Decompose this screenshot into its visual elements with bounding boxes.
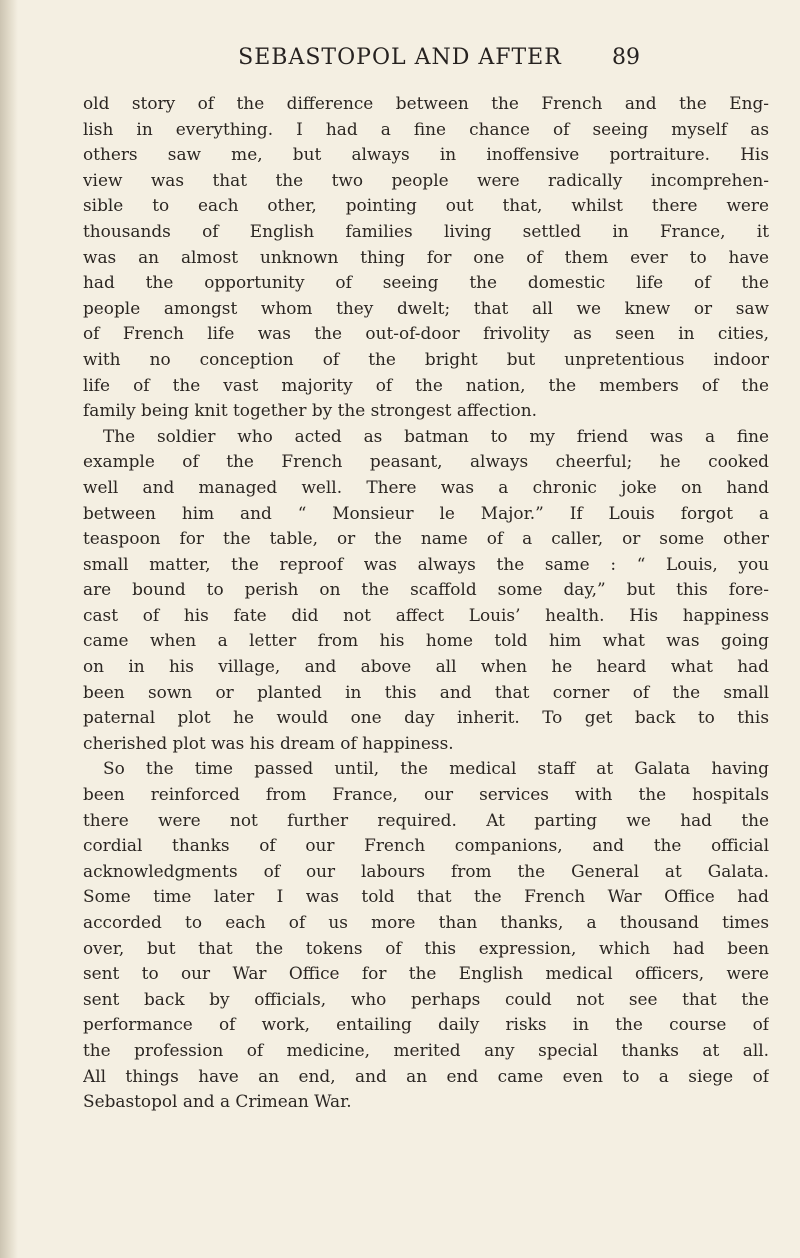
text-line: people amongst whom they dwelt; that all we knew or saw (83, 297, 769, 318)
text-line: small matter, the reproof was always the same : “ Louis, you (83, 553, 769, 574)
text-line: came when a letter from his home told him what was going (83, 630, 769, 651)
text-line: family being knit together by the strongest affection. (83, 400, 537, 421)
text-line: sent to our War Office for the English medical officers, were (83, 963, 769, 984)
text-line: Sebastopol and a Crimean War. (83, 1091, 352, 1112)
text-line: thousands of English families living settled in France, it (83, 220, 769, 241)
text-line: accorded to each of us more than thanks, a thousand times (83, 912, 769, 932)
text-line: had the opportunity of seeing the domestic life of the (83, 272, 769, 293)
text-line: So the time passed until, the medical staff at Galata having (103, 758, 769, 779)
text-line: of French life was the out-of-door frivolity as seen in cities, (83, 323, 769, 344)
running-head: SEBASTOPOL AND AFTER (238, 45, 562, 70)
text-line: been sown or planted in this and that corner of the small (83, 681, 769, 702)
body-text (83, 91, 769, 1115)
text-line: well and managed well. There was a chronic joke on hand (83, 476, 769, 497)
text-line: life of the vast majority of the nation, the members of the (83, 374, 769, 395)
text-line: cordial thanks of our French companions, and the official (83, 835, 769, 856)
text-line: sent back by officials, who perhaps could not see that the (83, 988, 769, 1009)
text-line: between him and “ Monsieur le Major.” If Louis forgot a (83, 502, 769, 523)
text-line: there were not further required. At parting we had the (83, 809, 769, 830)
text-line: with no conception of the bright but unpretentious indoor (83, 348, 769, 369)
text-line: been reinforced from France, our services with the hospitals (83, 784, 769, 805)
text-line: was an almost unknown thing for one of them ever to have (83, 246, 769, 267)
text-line: on in his village, and above all when he heard what had (83, 656, 769, 677)
page-number: 89 (612, 45, 640, 70)
text-line: cast of his fate did not affect Louis’ health. His happiness (83, 604, 769, 625)
text-line: cherished plot was his dream of happiness. (83, 732, 454, 753)
text-line: the profession of medicine, merited any special thanks at all. (83, 1039, 769, 1060)
text-line: The soldier who acted as batman to my friend was a fine (103, 425, 769, 446)
text-line: others saw me, but always in inoffensive portraiture. His (83, 144, 769, 165)
text-line: are bound to perish on the scaffold some day,” but this fore- (83, 579, 769, 600)
text-line: acknowledgments of our labours from the General at Galata. (83, 860, 769, 881)
text-line: teaspoon for the table, or the name of a caller, or some other (83, 528, 769, 549)
text-line: over, but that the tokens of this expression, which had been (83, 937, 769, 958)
text-line: All things have an end, and an end came even to a siege of (83, 1065, 769, 1086)
text-line: old story of the difference between the French and the Eng- (83, 93, 769, 113)
text-line: lish in everything. I had a fine chance of seeing myself as (83, 118, 769, 139)
text-line: performance of work, entailing daily risks in the course of (83, 1014, 769, 1035)
text-line: sible to each other, pointing out that, whilst there were (83, 195, 769, 216)
text-line: Some time later I was told that the French War Office had (83, 886, 769, 907)
text-line: paternal plot he would one day inherit. To get back to this (83, 707, 769, 728)
page-gutter-shadow (0, 0, 18, 1258)
page-header (0, 45, 800, 75)
text-line: view was that the two people were radically incomprehen- (83, 169, 769, 190)
text-line: example of the French peasant, always cheerful; he cooked (83, 451, 769, 472)
